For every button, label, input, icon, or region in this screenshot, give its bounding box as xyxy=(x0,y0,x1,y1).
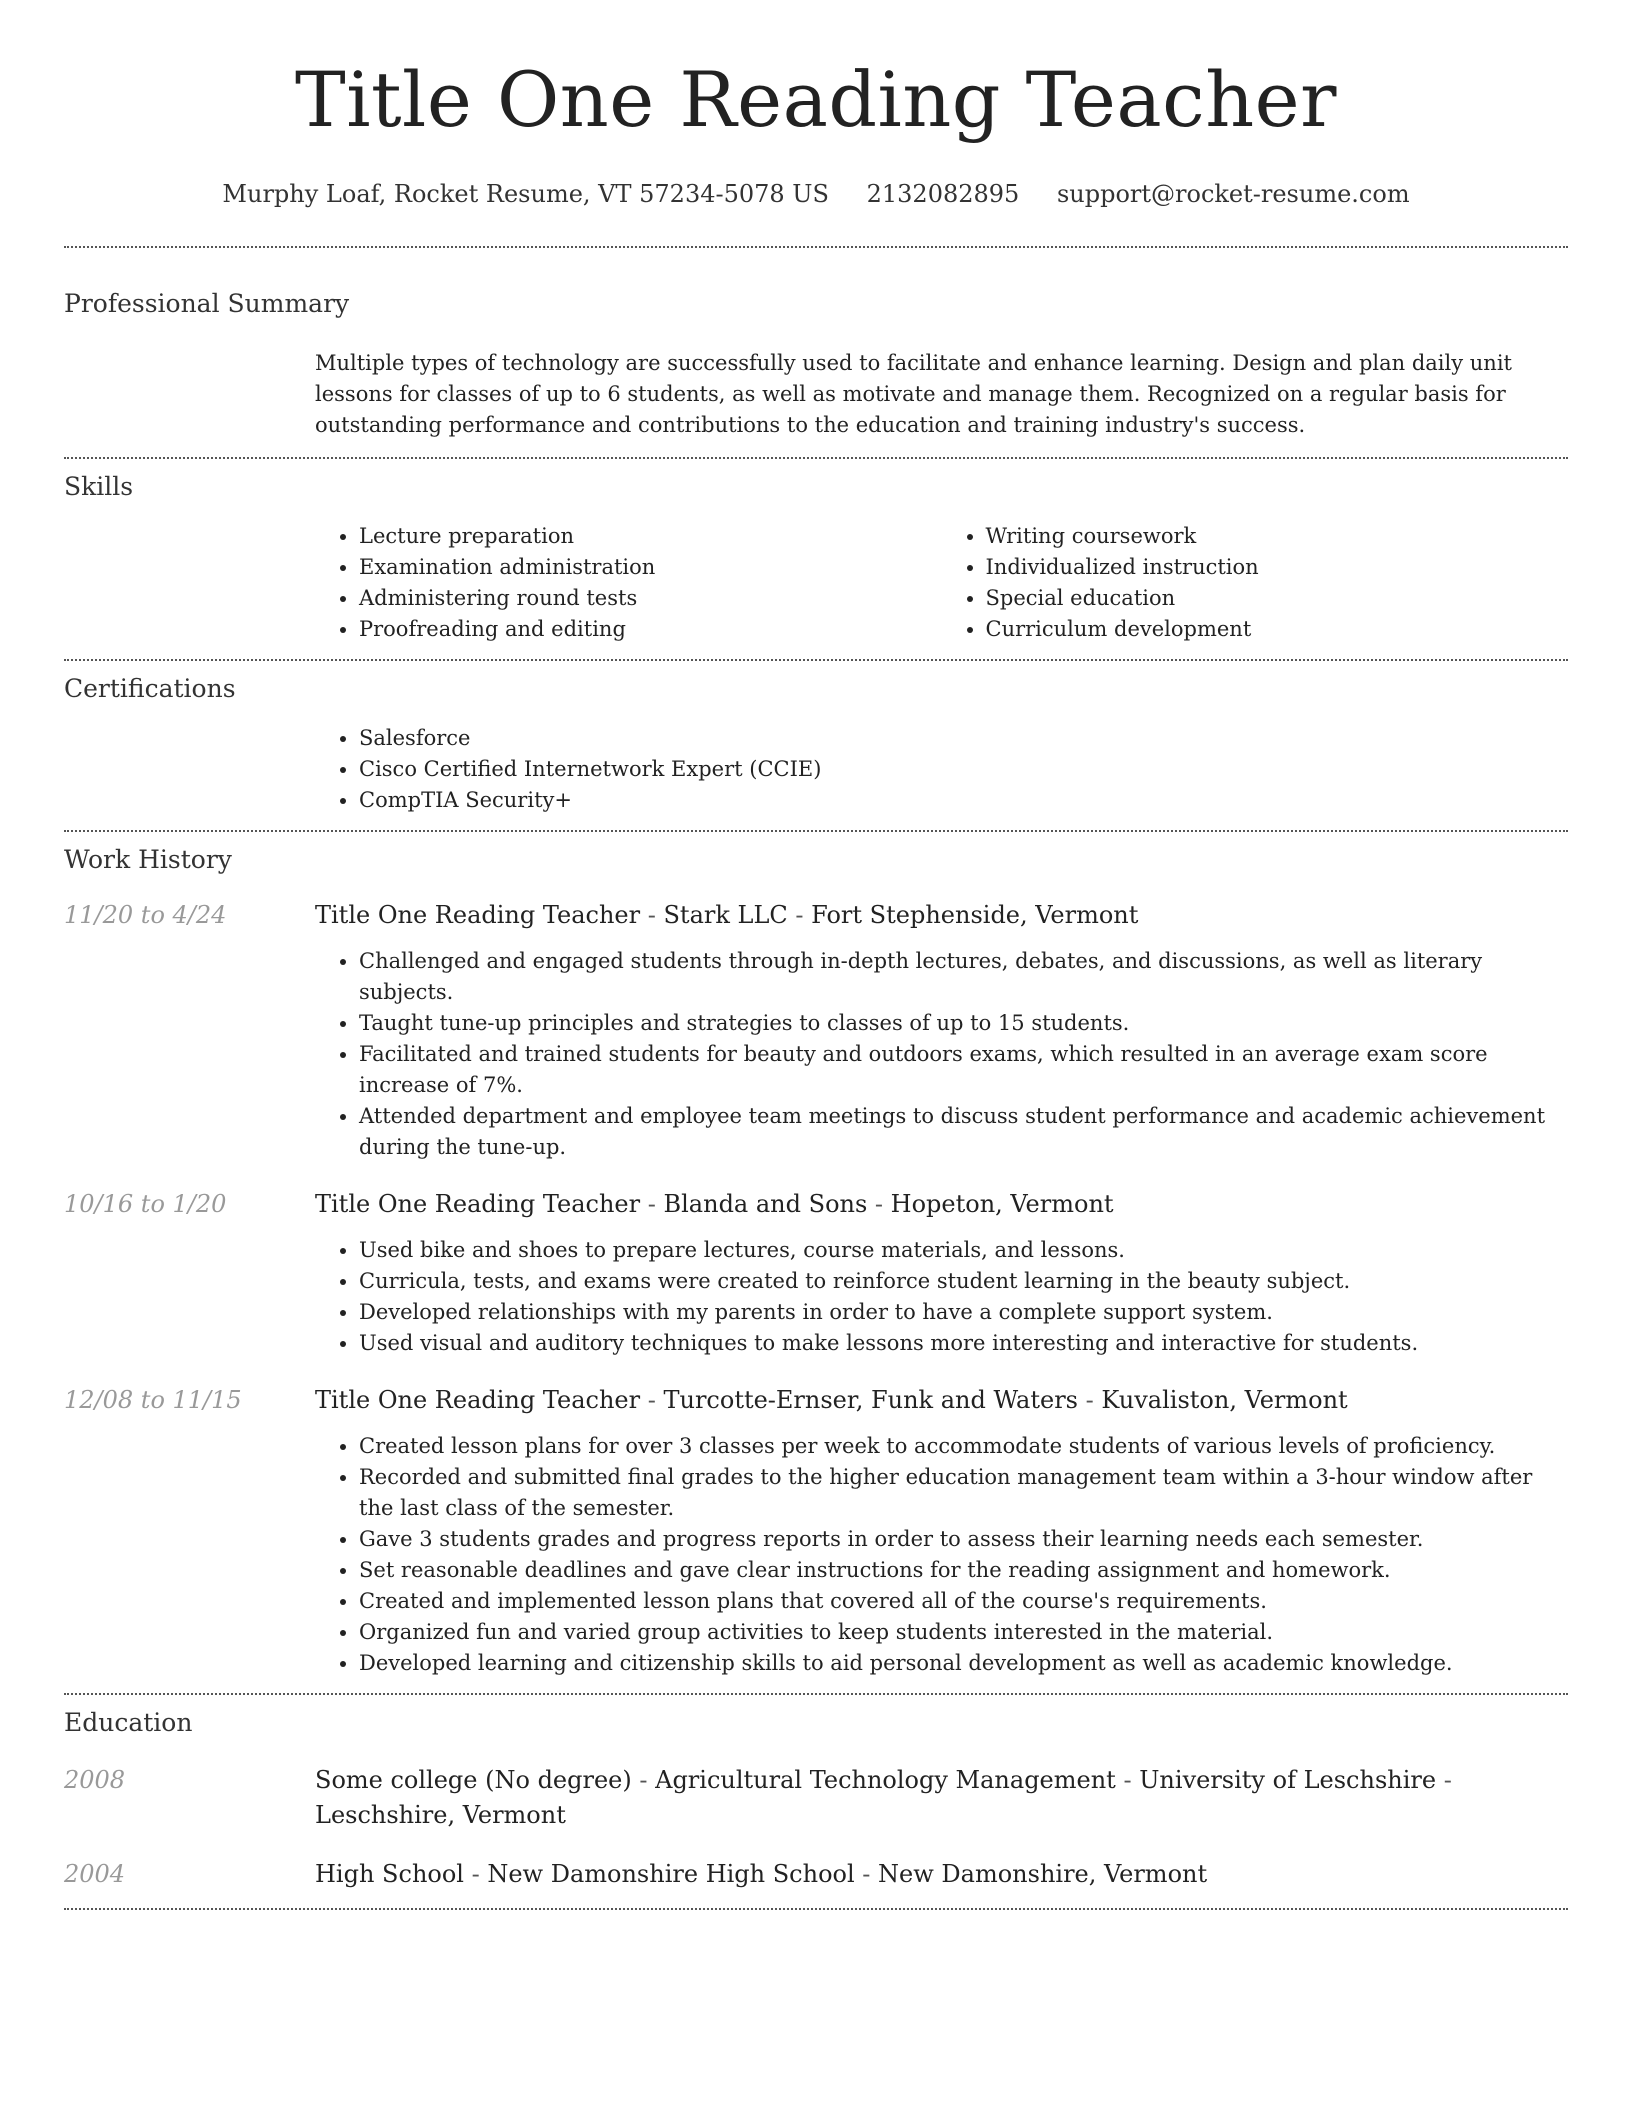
certifications-section xyxy=(64,661,1568,830)
skill-item: • Proofreading and editing xyxy=(359,614,942,645)
skills-body xyxy=(315,521,1568,645)
education-section xyxy=(64,1695,1568,1908)
job-bullet: • Facilitated and trained students for beauty and outdoors exams, which resulted in an average exam score increase of 7%. xyxy=(359,1039,1568,1101)
skills-list-right xyxy=(942,521,1569,645)
education-year: 2004 xyxy=(64,1860,126,1888)
job-location: Hopeton, Vermont xyxy=(890,1190,1114,1218)
job-dates: 12/08 to 11/15 xyxy=(64,1386,242,1414)
skill-item: • Lecture preparation xyxy=(359,521,942,552)
job-bullets xyxy=(315,1235,1568,1359)
summary-section xyxy=(64,248,1568,457)
job-bullet: • Set reasonable deadlines and gave clear instructions for the reading assignment and homework. xyxy=(359,1555,1568,1586)
certification-item: • CompTIA Security+ xyxy=(359,785,1568,816)
education-degree: High School xyxy=(315,1860,464,1888)
skill-item: • Curriculum development xyxy=(986,614,1569,645)
education-location: Leschshire, Vermont xyxy=(315,1801,566,1829)
summary-heading: Professional Summary xyxy=(64,289,350,318)
education-entry xyxy=(64,1763,1568,1833)
work-history-heading: Work History xyxy=(64,845,232,874)
certifications-list xyxy=(315,723,1568,816)
job-role: Title One Reading Teacher xyxy=(315,1190,641,1218)
work-history-section xyxy=(64,832,1568,1693)
summary-body xyxy=(315,348,1568,441)
job-bullet: • Taught tune-up principles and strategies to classes of up to 15 students. xyxy=(359,1008,1568,1039)
job-title-line: Title One Reading Teacher - Blanda and Sons - Hopeton, Vermont xyxy=(315,1190,1114,1218)
education-entry xyxy=(64,1857,1568,1892)
job-role: Title One Reading Teacher xyxy=(315,1386,641,1414)
education-location: New Damonshire, Vermont xyxy=(878,1860,1208,1888)
job-bullet: • Created and implemented lesson plans that covered all of the course's requirements. xyxy=(359,1586,1568,1617)
education-school: New Damonshire High School xyxy=(487,1860,855,1888)
certifications-heading: Certifications xyxy=(64,674,236,703)
job-bullet: • Curricula, tests, and exams were created to reinforce student learning in the beauty subject. xyxy=(359,1266,1568,1297)
certification-item: • Salesforce xyxy=(359,723,1568,754)
contact-phone: 2132082895 xyxy=(866,180,1020,208)
job-bullets xyxy=(315,946,1568,1163)
education-details xyxy=(315,1857,1568,1892)
education-details xyxy=(315,1763,1568,1833)
job-details xyxy=(315,1187,1568,1359)
contact-line xyxy=(64,178,1568,210)
certifications-body xyxy=(315,723,1568,816)
education-school: University of Leschshire xyxy=(1139,1766,1437,1794)
education-line: High School - New Damonshire High School - New Damonshire, Vermont xyxy=(315,1860,1208,1888)
job-company: Blanda and Sons xyxy=(663,1190,868,1218)
skills-list-left xyxy=(315,521,942,645)
contact-address: Murphy Loaf, Rocket Resume, VT 57234-5078 US xyxy=(222,180,829,208)
education-line: Some college (No degree) - Agricultural Technology Management - University of Leschshire - Leschshire, Vermont xyxy=(315,1766,1452,1829)
candidate-name: Title One Reading Teacher xyxy=(295,55,1337,144)
skills-heading: Skills xyxy=(64,472,134,501)
job-dates: 10/16 to 1/20 xyxy=(64,1190,227,1218)
job-entry xyxy=(64,1383,1568,1679)
contact-email: support@rocket-resume.com xyxy=(1056,180,1410,208)
job-title-line: Title One Reading Teacher - Stark LLC - Fort Stephenside, Vermont xyxy=(315,901,1139,929)
job-entry xyxy=(64,898,1568,1163)
job-role: Title One Reading Teacher xyxy=(315,901,641,929)
skill-item: • Individualized instruction xyxy=(986,552,1569,583)
education-field: Agricultural Technology Management xyxy=(655,1766,1116,1794)
job-bullet: • Challenged and engaged students through in-depth lectures, debates, and discussions, as well as literary subjects. xyxy=(359,946,1568,1008)
education-degree: Some college (No degree) xyxy=(315,1766,632,1794)
skill-item: • Examination administration xyxy=(359,552,942,583)
skills-section xyxy=(64,459,1568,659)
job-bullet: • Created lesson plans for over 3 classes per week to accommodate students of various levels of proficiency. xyxy=(359,1431,1568,1462)
job-bullet: • Developed relationships with my parents in order to have a complete support system. xyxy=(359,1297,1568,1328)
job-bullet: • Used visual and auditory techniques to make lessons more interesting and interactive for students. xyxy=(359,1328,1568,1359)
job-company: Turcotte-Ernser, Funk and Waters xyxy=(663,1386,1078,1414)
skill-item: • Writing coursework xyxy=(986,521,1569,552)
job-entry xyxy=(64,1187,1568,1359)
skill-item: • Special education xyxy=(986,583,1569,614)
resume-header xyxy=(64,0,1568,210)
job-details xyxy=(315,898,1568,1163)
job-bullets xyxy=(315,1431,1568,1679)
job-location: Kuvaliston, Vermont xyxy=(1101,1386,1348,1414)
job-bullet: • Attended department and employee team meetings to discuss student performance and academic achievement during the tune-up. xyxy=(359,1101,1568,1163)
job-location: Fort Stephenside, Vermont xyxy=(811,901,1139,929)
certification-item: • Cisco Certified Internetwork Expert (CCIE) xyxy=(359,754,1568,785)
job-bullet: • Developed learning and citizenship skills to aid personal development as well as academic knowledge. xyxy=(359,1648,1568,1679)
job-company: Stark LLC xyxy=(663,901,788,929)
job-bullet: • Organized fun and varied group activities to keep students interested in the material. xyxy=(359,1617,1568,1648)
job-bullet: • Recorded and submitted final grades to the higher education management team within a 3-hour window after the last class of the semester. xyxy=(359,1462,1568,1524)
job-bullet: • Used bike and shoes to prepare lectures, course materials, and lessons. xyxy=(359,1235,1568,1266)
section-divider xyxy=(64,1908,1568,1910)
job-title-line: Title One Reading Teacher - Turcotte-Ernser, Funk and Waters - Kuvaliston, Vermont xyxy=(315,1386,1348,1414)
job-details xyxy=(315,1383,1568,1679)
education-heading: Education xyxy=(64,1708,193,1737)
skill-item: • Administering round tests xyxy=(359,583,942,614)
summary-text: Multiple types of technology are successfully used to facilitate and enhance learning. Design and plan daily unit lessons for classes of up to 6 students, as well as motivate and manage them. Recognized on a regular basis for outstanding performance and contributions to the education and training industry's success. xyxy=(315,351,1512,437)
job-bullet: • Gave 3 students grades and progress reports in order to assess their learning needs each semester. xyxy=(359,1524,1568,1555)
job-dates: 11/20 to 4/24 xyxy=(64,901,227,929)
education-year: 2008 xyxy=(64,1766,126,1794)
